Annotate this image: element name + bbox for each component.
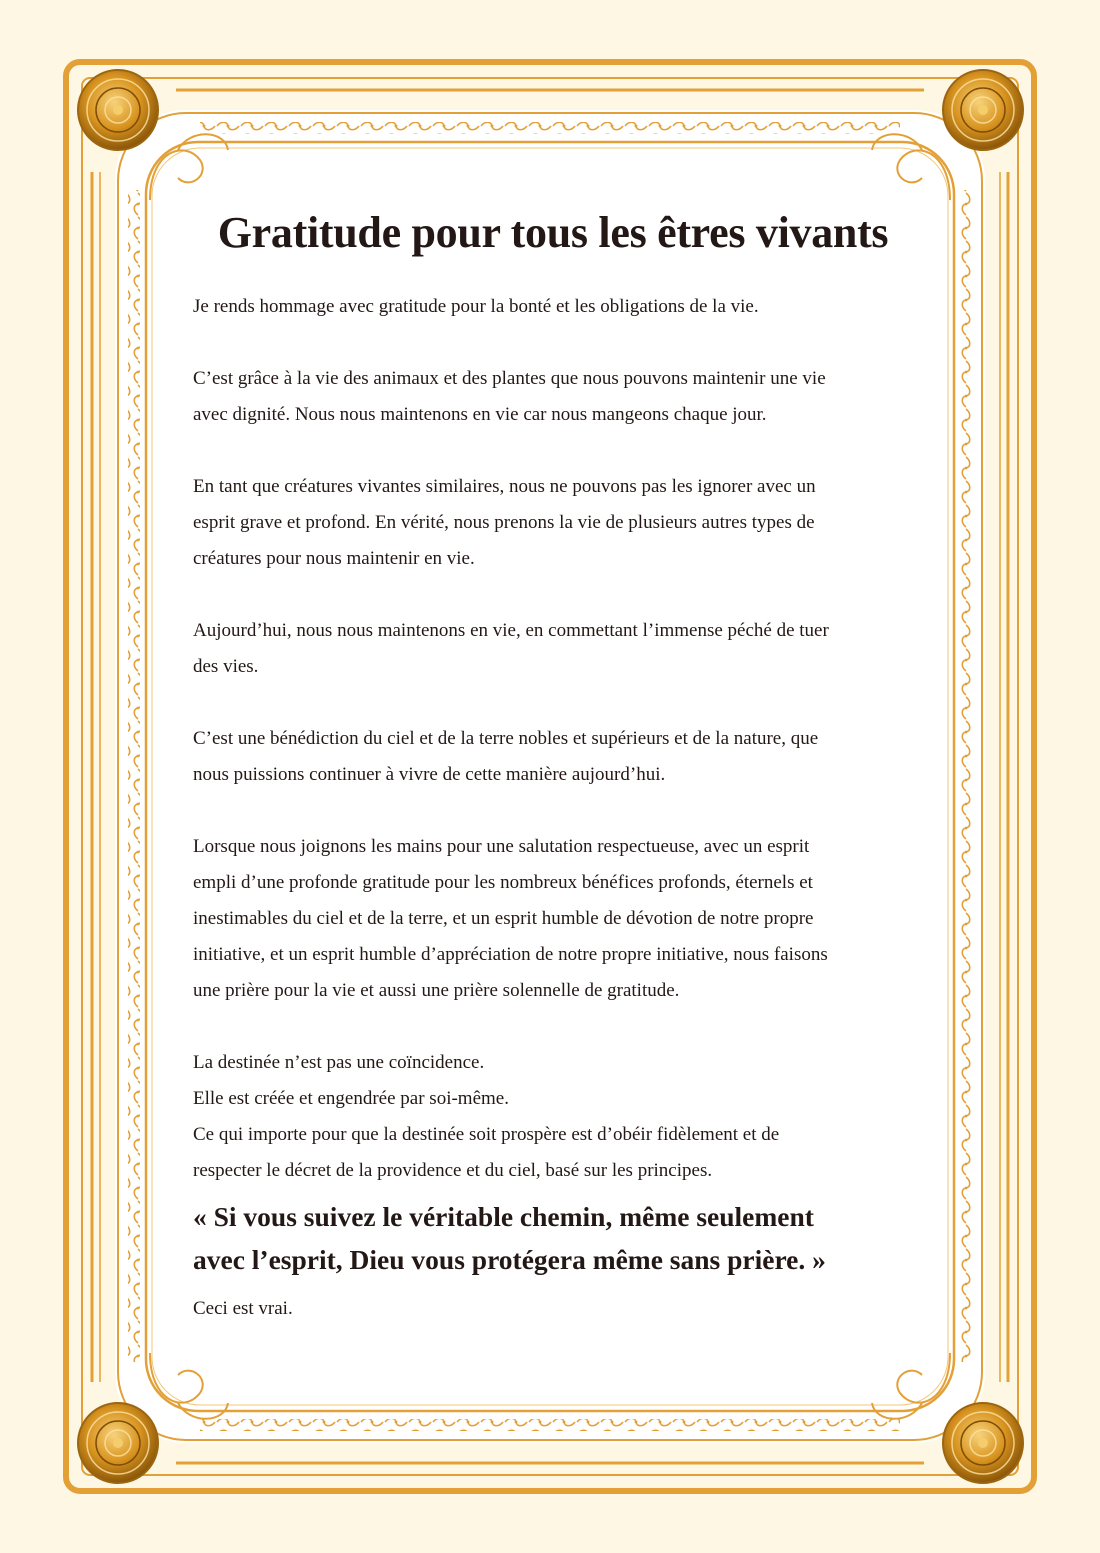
paragraph-line: Ce qui importe pour que la destinée soit prospère est d’obéir fidèlement et de: [193, 1124, 780, 1145]
corner-medallion-top-left: [78, 70, 158, 150]
paragraph-line: avec dignité. Nous nous maintenons en vie car nous mangeons chaque jour.: [193, 404, 767, 425]
paragraph-line: respecter le décret de la providence et du ciel, basé sur les principes.: [193, 1160, 713, 1181]
paragraph-list: [193, 289, 913, 1189]
paragraph-line: Je rends hommage avec gratitude pour la bonté et les obligations de la vie.: [193, 296, 759, 317]
paragraph-line: inestimables du ciel et de la terre, et un esprit humble de dévotion de notre propre: [193, 908, 814, 929]
paragraph-line: Aujourd’hui, nous nous maintenons en vie, en commettant l’immense péché de tuer: [193, 620, 829, 641]
paragraph-line: nous puissions continuer à vivre de cette manière aujourd’hui.: [193, 764, 666, 785]
paragraph-line: Elle est créée et engendrée par soi-même.: [193, 1088, 509, 1109]
paragraph-line: C’est une bénédiction du ciel et de la terre nobles et supérieurs et de la nature, que: [193, 728, 819, 749]
quote-line: avec l’esprit, Dieu vous protégera même sans prière. »: [193, 1244, 826, 1275]
paragraph-line: initiative, et un esprit humble d’appréciation de notre propre initiative, nous faisons: [193, 944, 828, 965]
paragraph-line: une prière pour la vie et aussi une prière solennelle de gratitude.: [193, 980, 680, 1001]
paragraph-line: En tant que créatures vivantes similaires, nous ne pouvons pas les ignorer avec un: [193, 476, 816, 497]
paragraph-line: C’est grâce à la vie des animaux et des plantes que nous pouvons maintenir une vie: [193, 368, 826, 389]
corner-medallion-top-right: [943, 70, 1023, 150]
paragraph: [193, 289, 913, 325]
paragraph-line: des vies.: [193, 656, 259, 677]
paragraph-line: La destinée n’est pas une coïncidence.: [193, 1052, 485, 1073]
document-title: Gratitude pour tous les êtres vivants: [217, 208, 889, 257]
paragraph: [193, 829, 913, 1009]
document-body: [193, 200, 913, 1327]
paragraph: [193, 613, 913, 685]
paragraph-line: empli d’une profonde gratitude pour les nombreux bénéfices profonds, éternels et: [193, 872, 813, 893]
paragraph-line: créatures pour nous maintenir en vie.: [193, 548, 475, 569]
paragraph: [193, 361, 913, 433]
paragraph-line: Lorsque nous joignons les mains pour une salutation respectueuse, avec un esprit: [193, 836, 810, 857]
corner-medallion-bottom-right: [943, 1403, 1023, 1483]
paragraph: [193, 469, 913, 577]
paragraph-line: esprit grave et profond. En vérité, nous prenons la vie de plusieurs autres types de: [193, 512, 815, 533]
paragraph: [193, 1045, 913, 1189]
quotation: [193, 1195, 913, 1281]
corner-medallion-bottom-left: [78, 1403, 158, 1483]
closing-statement: Ceci est vrai.: [193, 1298, 293, 1319]
quote-line: « Si vous suivez le véritable chemin, même seulement: [193, 1201, 814, 1232]
paragraph: [193, 721, 913, 793]
